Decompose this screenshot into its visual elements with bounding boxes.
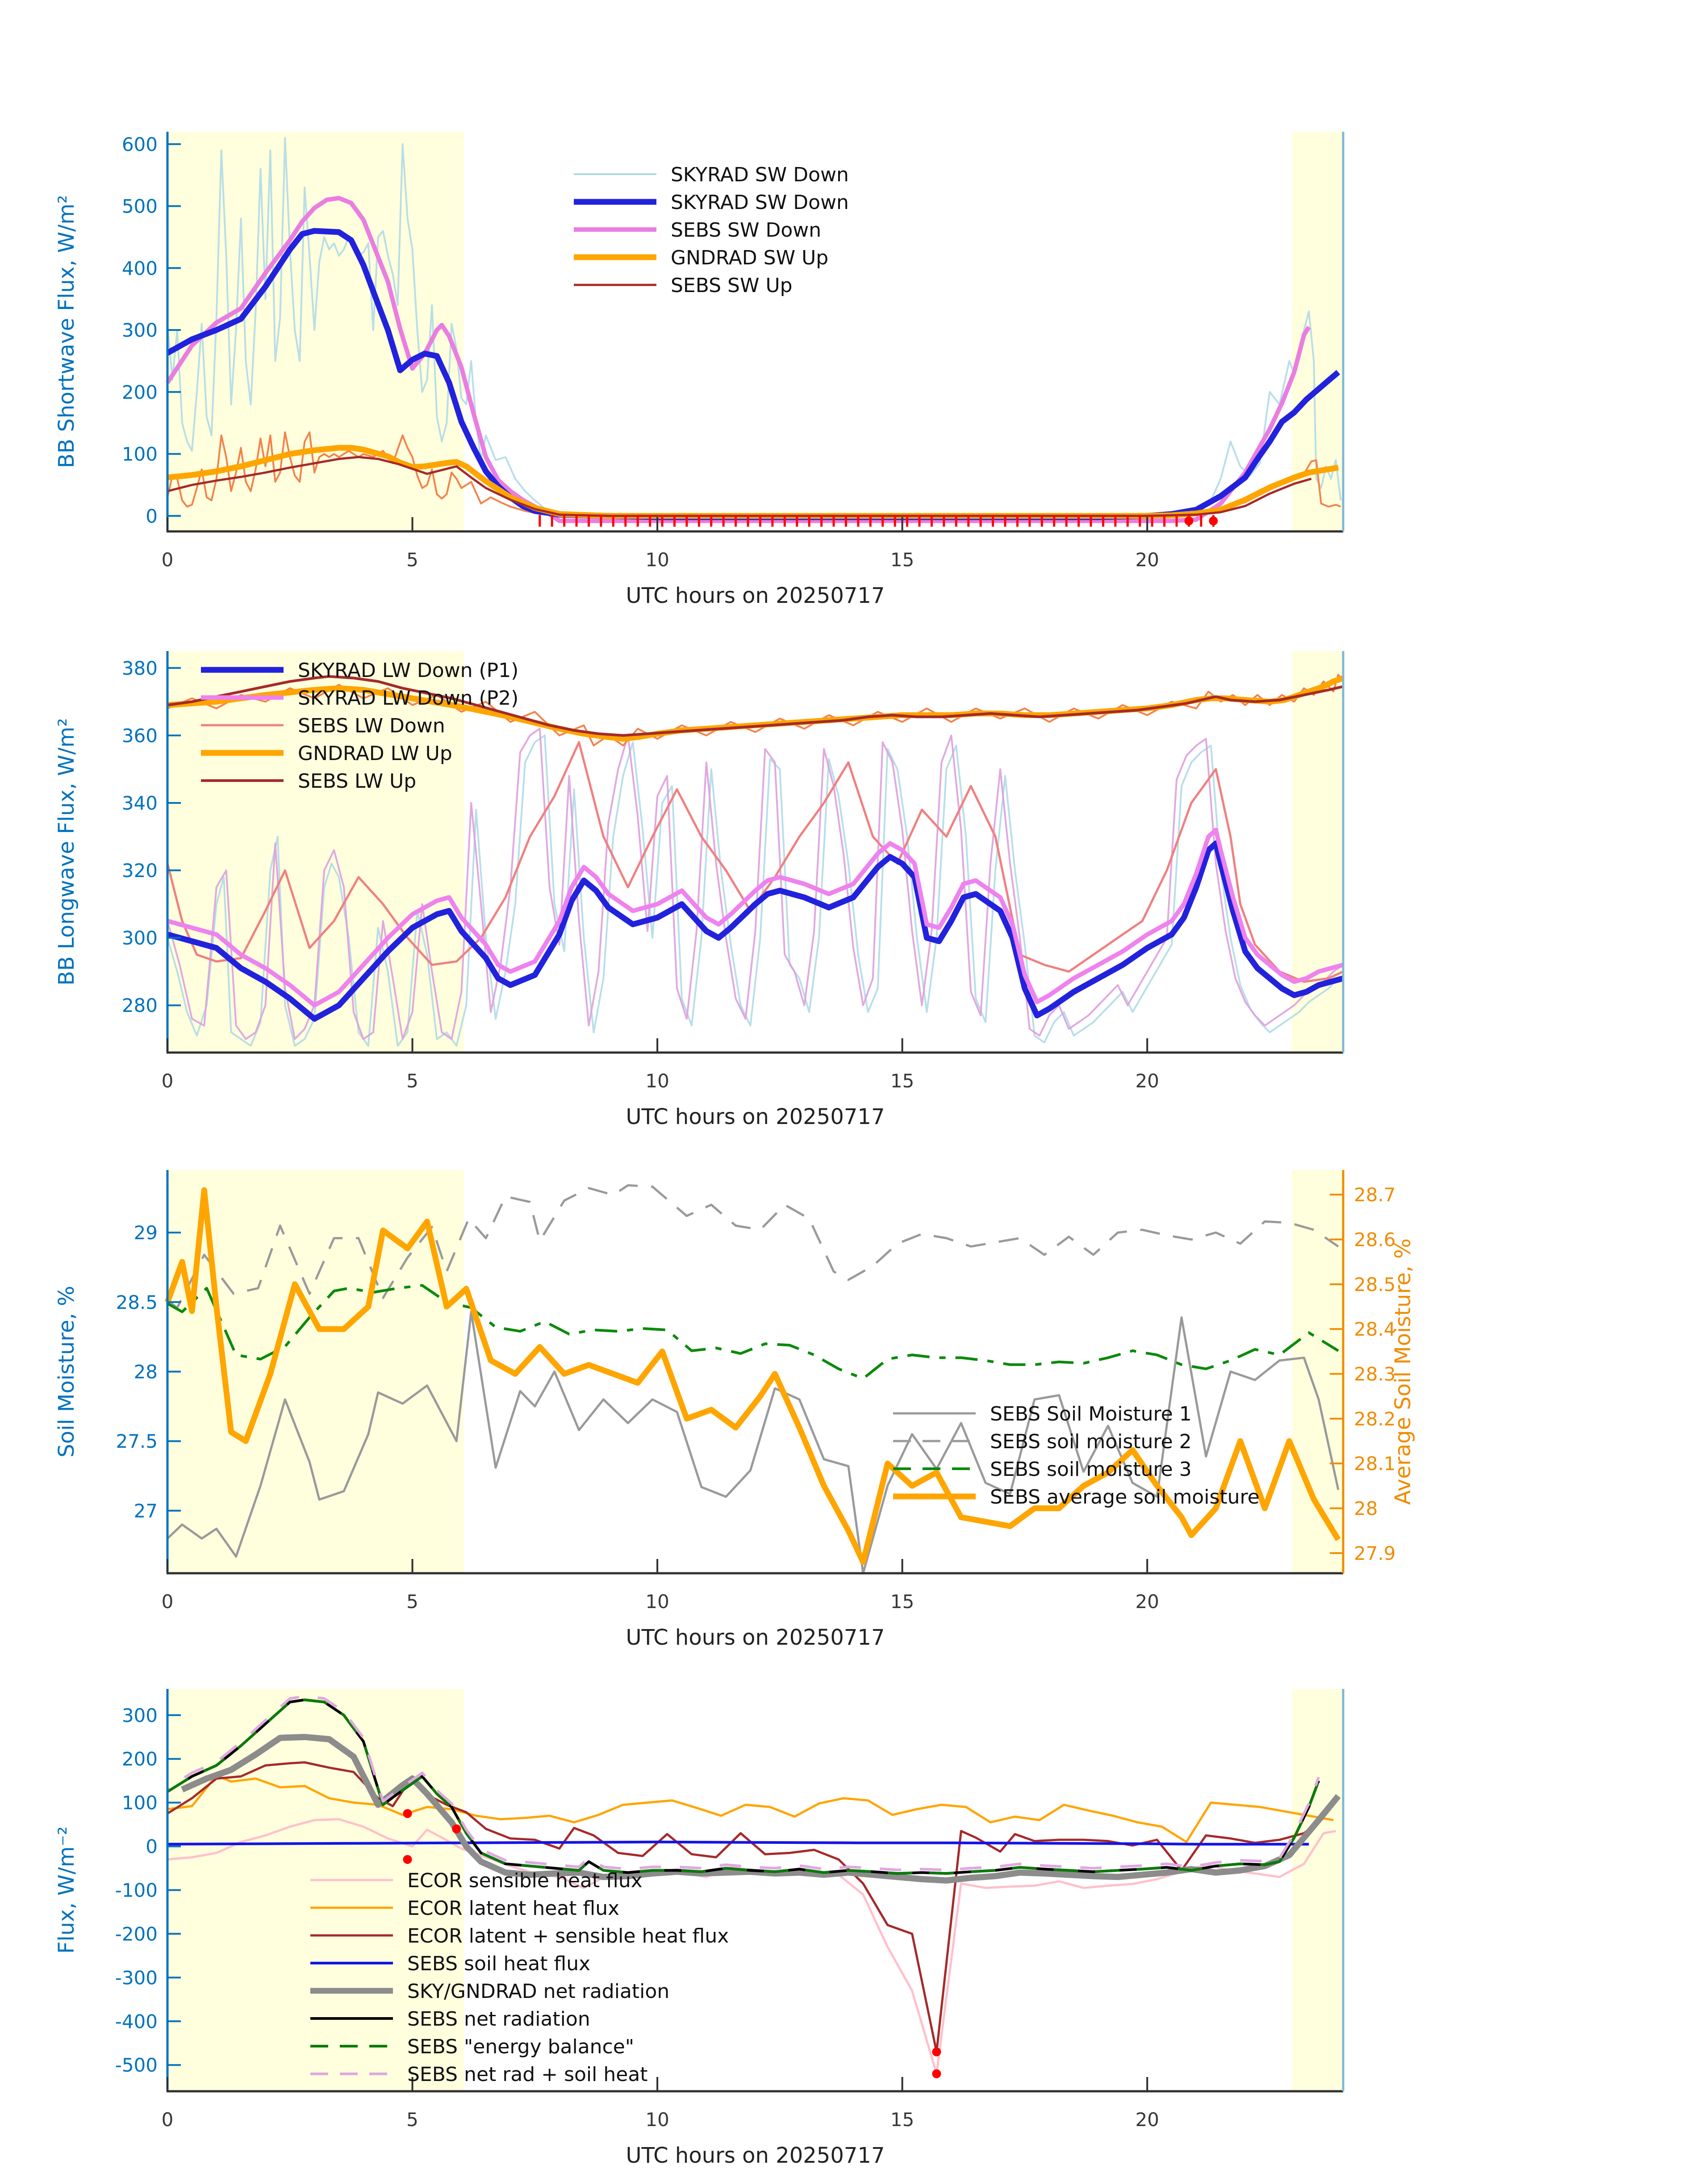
legend-label-gndrad-lw-up: GNDRAD LW Up	[298, 742, 452, 765]
x-tick-label: 20	[1135, 549, 1159, 571]
y-tick-label: 400	[121, 257, 158, 280]
y-tick-label: 340	[121, 792, 158, 814]
x-axis-label: UTC hours on 20250717	[626, 1625, 885, 1650]
y-tick-label: 280	[121, 994, 158, 1017]
panel-bb-longwave-flux	[54, 651, 1343, 1129]
x-tick-label: 10	[645, 1070, 669, 1092]
qc-red-dot-marker	[932, 2069, 941, 2078]
y-axis-label: BB Longwave Flux, W/m²	[54, 718, 79, 986]
y-tick-label: 300	[121, 927, 158, 949]
y2-tick-label: 28.6	[1354, 1228, 1396, 1251]
qc-red-dot-marker	[1184, 516, 1193, 525]
y-axis-label: BB Shortwave Flux, W/m²	[54, 195, 79, 468]
legend-label-sebs-soil-heat-flux: SEBS soil heat flux	[407, 1952, 591, 1975]
y-tick-label: 360	[121, 724, 158, 747]
shaded-band	[1292, 1689, 1343, 2091]
legend-label-ecor-latent-plus-sensible: ECOR latent + sensible heat flux	[407, 1925, 729, 1947]
panel-bb-shortwave-flux	[54, 132, 1343, 608]
x-tick-label: 20	[1135, 2109, 1159, 2131]
y-tick-label: -400	[115, 2010, 158, 2033]
y-tick-label: 29	[134, 1222, 158, 1244]
x-tick-label: 0	[161, 1070, 174, 1092]
y-tick-label: 100	[121, 443, 158, 465]
y-tick-label: 500	[121, 195, 158, 217]
x-axis-label: UTC hours on 20250717	[626, 583, 885, 608]
legend-label-sebs-soil-moisture-3: SEBS soil moisture 3	[990, 1458, 1192, 1481]
legend-label-ecor-latent-heat-flux: ECOR latent heat flux	[407, 1897, 620, 1920]
legend-label-sebs-net-radiation: SEBS net radiation	[407, 2008, 590, 2031]
y2-tick-label: 28.7	[1354, 1184, 1396, 1206]
shaded-band	[1292, 1170, 1343, 1573]
qc-red-dot-marker	[403, 1809, 412, 1818]
y-tick-label: -100	[115, 1879, 158, 1901]
x-tick-label: 15	[890, 549, 915, 571]
qc-red-dot-marker	[452, 1824, 461, 1833]
legend-label-sebs-soil-moisture-2: SEBS soil moisture 2	[990, 1430, 1192, 1453]
legend-label-sky-gndrad-net-radiation: SKY/GNDRAD net radiation	[407, 1980, 670, 2003]
y-tick-label: -300	[115, 1967, 158, 1989]
legend-label-sebs-sw-down: SEBS SW Down	[671, 219, 822, 242]
y-axis-label: Soil Moisture, %	[54, 1286, 79, 1458]
y-tick-label: 600	[121, 133, 158, 155]
x-tick-label: 15	[890, 1070, 915, 1092]
y2-tick-label: 28.5	[1354, 1273, 1396, 1295]
y-tick-label: 380	[121, 657, 158, 679]
x-tick-label: 5	[406, 549, 418, 571]
x-axis-label: UTC hours on 20250717	[626, 1104, 885, 1129]
x-tick-label: 15	[890, 2109, 915, 2131]
qc-red-dot-marker	[1209, 516, 1218, 525]
y-tick-label: 27.5	[116, 1430, 158, 1453]
legend-label-sebs-energy-balance: SEBS "energy balance"	[407, 2035, 635, 2058]
y2-tick-label: 28.3	[1354, 1363, 1396, 1385]
y2-tick-label: 27.9	[1354, 1542, 1396, 1564]
series-sebs-soil-heat-flux	[167, 1842, 1309, 1844]
y-tick-label: 0	[146, 505, 158, 527]
legend-label-sebs-netrad-plus-soil-heat: SEBS net rad + soil heat	[407, 2063, 648, 2086]
legend-label-ecor-sensible-heat-flux: ECOR sensible heat flux	[407, 1869, 643, 1892]
y-tick-label: 28	[134, 1361, 158, 1383]
y-tick-label: 0	[146, 1835, 158, 1858]
y-tick-label: 28.5	[116, 1291, 158, 1313]
y-tick-label: 300	[121, 1704, 158, 1726]
y-tick-label: -200	[115, 1923, 158, 1945]
legend-bb-shortwave-flux	[574, 163, 849, 297]
x-tick-label: 5	[406, 1591, 418, 1613]
qc-red-dot-marker	[403, 1855, 412, 1864]
x-tick-label: 20	[1135, 1070, 1159, 1092]
x-tick-label: 0	[161, 549, 174, 571]
legend-label-sebs-average-soil-moisture: SEBS average soil moisture	[990, 1486, 1260, 1508]
y2-axis-label: Average Soil Moisture, %	[1391, 1238, 1416, 1505]
x-tick-label: 20	[1135, 1591, 1159, 1613]
legend-label-skyrad-sw-down-raw: SKYRAD SW Down	[671, 163, 849, 186]
y-tick-label: 320	[121, 860, 158, 882]
panel-energy-flux	[54, 1689, 1343, 2168]
y-axis-label: Flux, W/m⁻²	[54, 1826, 79, 1954]
y-tick-label: 100	[121, 1792, 158, 1814]
y2-tick-label: 28.1	[1354, 1453, 1396, 1475]
panel-soil-moisture	[54, 1170, 1416, 1650]
y2-tick-label: 28.2	[1354, 1408, 1396, 1430]
y-tick-label: 200	[121, 381, 158, 403]
x-axis-label: UTC hours on 20250717	[626, 2143, 885, 2168]
x-tick-label: 10	[645, 1591, 669, 1613]
legend-label-sebs-lw-up: SEBS LW Up	[298, 770, 417, 793]
legend-label-gndrad-sw-up: GNDRAD SW Up	[671, 247, 829, 269]
y-tick-label: 200	[121, 1748, 158, 1770]
x-tick-label: 0	[161, 2109, 174, 2131]
qc-red-dot-marker	[932, 2047, 941, 2056]
y2-tick-label: 28	[1354, 1497, 1378, 1520]
x-tick-label: 5	[406, 2109, 418, 2131]
y-tick-label: 27	[134, 1500, 158, 1522]
y-tick-label: 300	[121, 319, 158, 342]
x-tick-label: 10	[645, 2109, 669, 2131]
x-tick-label: 0	[161, 1591, 174, 1613]
legend-label-skyrad-sw-down: SKYRAD SW Down	[671, 191, 849, 214]
legend-label-skyrad-lw-down-p1: SKYRAD LW Down (P1)	[298, 659, 519, 682]
y-tick-label: -500	[115, 2054, 158, 2077]
y2-tick-label: 28.4	[1354, 1318, 1396, 1341]
legend-label-sebs-lw-down: SEBS LW Down	[298, 715, 445, 737]
legend-label-sebs-sw-up: SEBS SW Up	[671, 274, 793, 297]
legend-label-skyrad-lw-down-p2: SKYRAD LW Down (P2)	[298, 687, 519, 710]
x-tick-label: 15	[890, 1591, 915, 1613]
legend-label-sebs-soil-moisture-1: SEBS Soil Moisture 1	[990, 1403, 1192, 1425]
x-tick-label: 5	[406, 1070, 418, 1092]
x-tick-label: 10	[645, 549, 669, 571]
